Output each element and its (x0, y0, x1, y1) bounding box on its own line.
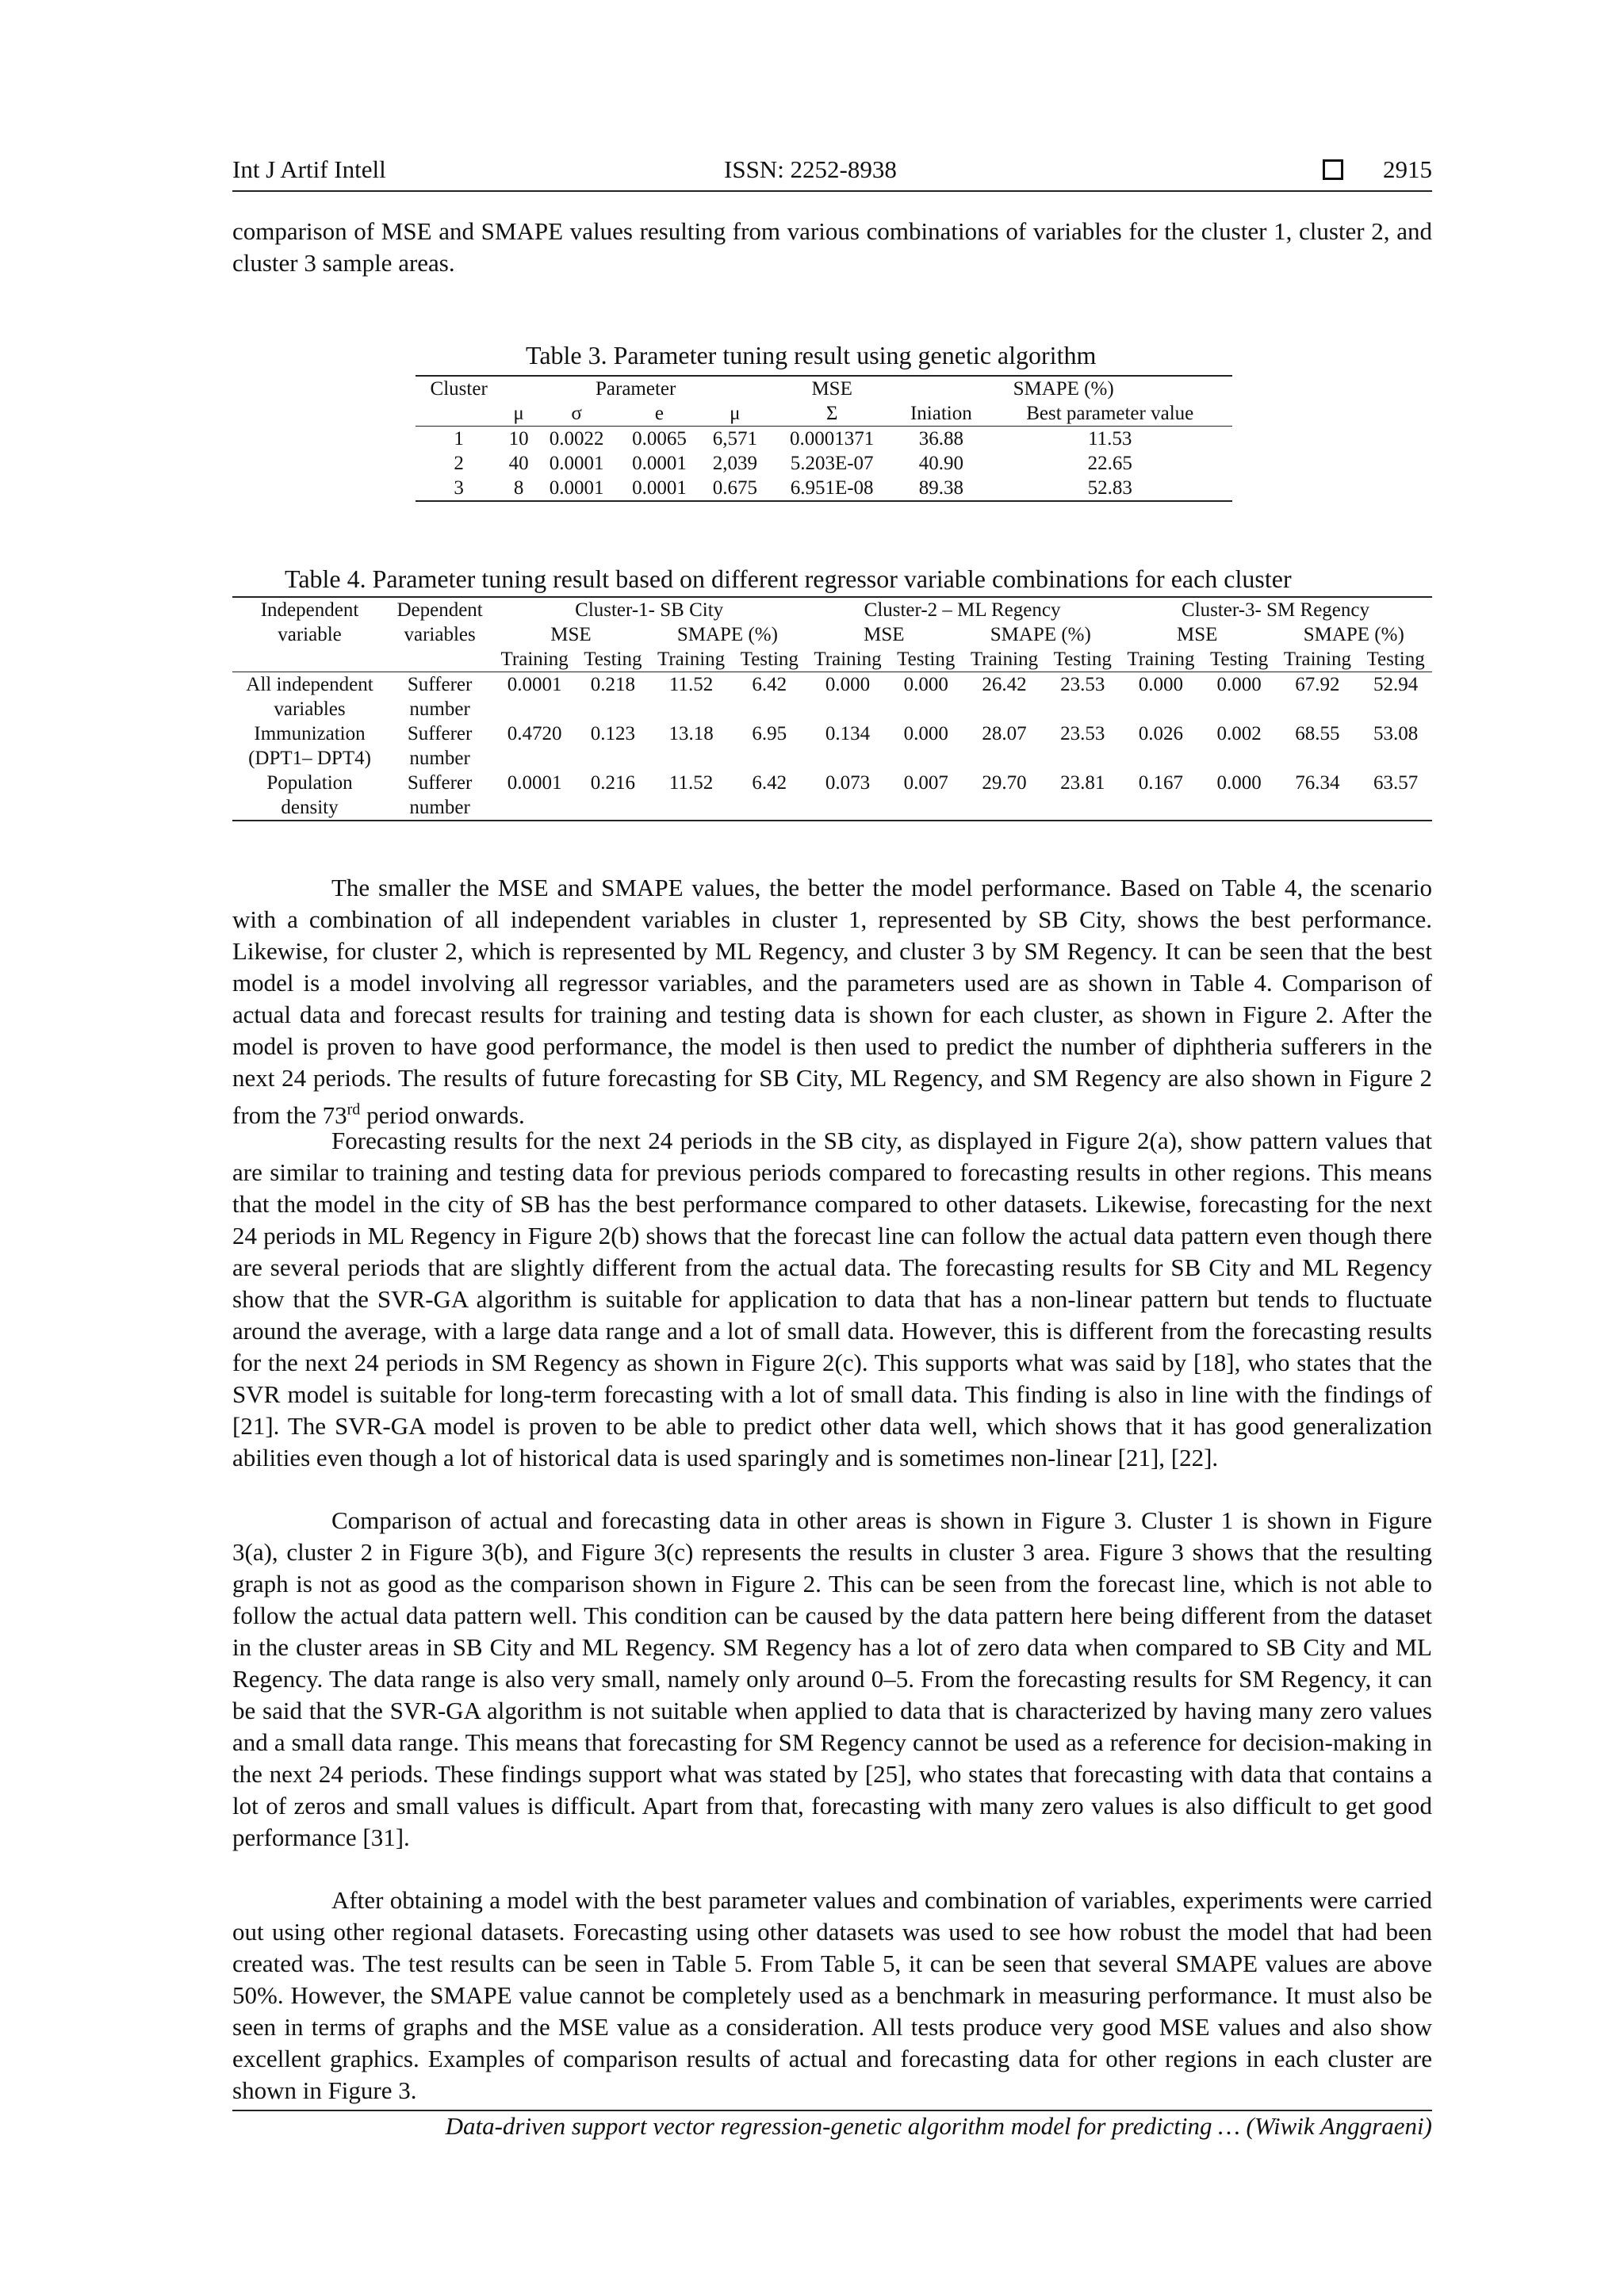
table-cell: 0.007 (890, 771, 963, 821)
table-cell: 22.65 (1087, 453, 1132, 474)
table-cell: 0.0001 (618, 476, 700, 501)
table-cell: 6.95 (752, 723, 787, 744)
table-header: Cluster-1- SB City (492, 597, 806, 622)
table-cell: 6.42 (752, 674, 787, 695)
table-row (416, 451, 1232, 476)
intro-paragraph: comparison of MSE and SMAPE values resulting from various combinations of variables for the cluster 1, cluster 2, and cluster 3 sample areas. (232, 217, 1432, 277)
dependent-variable-cell (387, 672, 492, 722)
table-cell: 0.000 (903, 674, 948, 695)
table-header: Testing (1046, 647, 1119, 672)
table-row (416, 427, 1232, 452)
independent-variable-cell (232, 771, 387, 821)
cell-line: (DPT1– DPT4) (248, 748, 371, 769)
table-cell: 0.0065 (632, 428, 687, 450)
table-cell: 0.0001 (507, 674, 562, 695)
table-cell: 6.951E-08 (769, 476, 894, 501)
table-header: MSE (1177, 624, 1218, 645)
cell-line: Sufferer (407, 723, 473, 744)
body-paragraph-4: After obtaining a model with the best parameter values and combination of variables, experiments were carried out using other regional datasets. Forecasting using other datasets was used to see how robust the model that had been created was. The test results can be seen in Table 5. From Table 5, it can be seen that several SMAPE values are above 50%. However, the SMAPE value cannot be completely used as a benchmark in measuring performance. It must also be seen in terms of graphs and the MSE value as a consideration. All tests produce very good MSE values and also show excellent graphics. Examples of comparison results of actual and forecasting data for other regions in each cluster are shown in Figure 3. (232, 1886, 1432, 2104)
cell-line: variables (274, 698, 346, 720)
table-cell: 0.000 (1203, 771, 1276, 821)
table-row (232, 672, 1432, 722)
table-cell: 28.07 (982, 723, 1027, 744)
table-cell: 76.34 (1275, 771, 1359, 821)
dependent-variable-cell (387, 771, 492, 821)
table-header: Testing (733, 647, 806, 672)
table-cell: 2,039 (712, 453, 757, 474)
table-cell: 13.18 (668, 723, 714, 744)
table-cell: 0.0001 (535, 476, 618, 501)
table-cell: 11.53 (1088, 428, 1132, 450)
table-cell: 10 (508, 428, 529, 450)
table-header: MSE (864, 624, 905, 645)
table-header: Training (649, 647, 733, 672)
table-header: Parameter (502, 376, 769, 401)
table-cell: 0.000 (1216, 674, 1262, 695)
table-cell: 0.073 (806, 771, 890, 821)
body-paragraph-2: Forecasting results for the next 24 periods in the SB city, as displayed in Figure 2(a), show pattern values that are similar to training and testing data for previous periods compared to forecasting results in other regions. This means that the model in the city of SB has the best performance compared to other datasets. Likewise, forecasting for the next 24 periods in ML Regency in Figure 2(b) shows that the forecast line can follow the actual data pattern even though there are several periods that are slightly different from the actual data. The forecasting results for SB City and ML Regency show that the SVR-GA algorithm is suitable for application to data that has a non-linear pattern but tends to fluctuate around the average, with a large data range and a lot of small data. However, this is different from the forecasting results for the next 24 periods in SM Regency as shown in Figure 2(c). This supports what was said by [18], who states that the SVR model is suitable for long-term forecasting with a lot of small data. This finding is also in line with the findings of [21]. The SVR-GA model is proven to be able to predict other data well, which shows that it has good generalization abilities even though a lot of historical data is used sparingly and is sometimes non-linear [21], [22]. (232, 1127, 1432, 1471)
table-header: σ (535, 401, 618, 427)
cell-line: Sufferer (407, 674, 473, 695)
table-cell: 0.0001 (632, 453, 687, 474)
table-cell: 6,571 (712, 428, 757, 450)
table-cell: 3 (416, 476, 502, 501)
table-cell: 11.52 (649, 771, 733, 821)
cell-line: density (281, 797, 339, 818)
table-header: Training (492, 647, 576, 672)
cell-line: number (409, 748, 470, 769)
table-header: Training (806, 647, 890, 672)
table-cell: 53.08 (1373, 723, 1419, 744)
table-header: SMAPE (%) (990, 624, 1091, 645)
cell-line: number (409, 797, 470, 818)
table-cell: 63.57 (1359, 771, 1432, 821)
table-cell: 0.134 (825, 723, 871, 744)
dependent-variable-cell (387, 721, 492, 771)
table-header: Testing (1203, 647, 1276, 672)
table-cell: 23.53 (1060, 674, 1105, 695)
table-4 (232, 596, 1432, 821)
table-cell: 40.90 (918, 453, 963, 474)
table-cell: 52.94 (1373, 674, 1419, 695)
table-row (232, 771, 1432, 821)
journal-name: Int J Artif Intell (232, 155, 386, 183)
table-cell: 89.38 (894, 476, 987, 501)
table-header: Cluster (416, 376, 502, 401)
table-cell: 0.675 (701, 476, 769, 501)
table-cell: 0.002 (1216, 723, 1262, 744)
table-header: SMAPE (%) (894, 376, 1232, 401)
running-footer: Data-driven support vector regression-genetic algorithm model for predicting … (Wiwik Anggraeni) (445, 2112, 1432, 2140)
body-paragraph-3: Comparison of actual and forecasting data in other areas is shown in Figure 3. Cluster 1 is shown in Figure 3(a), cluster 2 in Figure 3(b), and Figure 3(c) represents the results in cluster 3 area. Figure 3 shows that the resulting graph is not as good as the comparison shown in Figure 2. This can be seen from the forecast line, which is not able to follow the actual data pattern well. This condition can be caused by the data pattern here being different from the dataset in the cluster areas in SB City and ML Regency. SM Regency has a lot of zero data when compared to SB City and ML Regency. The data range is also very small, namely only around 0–5. From the forecasting results for SM Regency, it can be said that the SVR-GA algorithm is not suitable when applied to data that is characterized by having many zero values and a small data range. This means that forecasting for SM Regency cannot be used as a reference for decision-making in the next 24 periods. These findings support what was stated by [25], who states that forecasting with data that contains a lot of zeros and small values is difficult. Apart from that, forecasting with many zero values is also difficult to get good performance [31]. (232, 1506, 1432, 1851)
table-header: MSE (769, 376, 894, 401)
page-number: 2915 (1383, 155, 1432, 183)
table-cell: 11.52 (668, 674, 714, 695)
table-header: SMAPE (%) (676, 624, 778, 645)
table-header: Training (1119, 647, 1203, 672)
table-header: Best parameter value (988, 401, 1233, 427)
table-3 (416, 375, 1232, 502)
table-header: μ (701, 401, 769, 427)
cell-line: number (409, 698, 470, 720)
table-cell: 8 (502, 476, 535, 501)
table-cell: 0.000 (1138, 674, 1184, 695)
table-header: SMAPE (%) (1303, 624, 1404, 645)
table-header: Testing (576, 647, 649, 672)
table-cell: 0.0001 (492, 771, 576, 821)
table-cell: 0.000 (903, 723, 948, 744)
table-cell: 1 (454, 428, 464, 450)
independent-variable-cell (232, 721, 387, 771)
table-cell: 52.83 (988, 476, 1233, 501)
table-cell: 0.0001371 (790, 428, 875, 450)
table-header: Σ (769, 401, 894, 427)
table-cell: 29.70 (963, 771, 1047, 821)
table-cell: 0.0001 (549, 453, 604, 474)
table-header: Testing (890, 647, 963, 672)
table4-caption: Table 4. Parameter tuning result based on different regressor variable combinations for each cluster (285, 564, 1292, 593)
table3-caption: Table 3. Parameter tuning result using genetic algorithm (526, 341, 1097, 369)
running-header (232, 155, 1432, 192)
table-header: Dependent (387, 597, 492, 622)
table-header: MSE (550, 624, 592, 645)
table-header: e (618, 401, 700, 427)
table-cell: 6.42 (733, 771, 806, 821)
cell-line: Sufferer (407, 772, 473, 794)
footer-rule (232, 2110, 1432, 2111)
table-header: Training (963, 647, 1047, 672)
checkbox-square-icon (1323, 159, 1343, 180)
table-header: Iniation (894, 401, 987, 427)
table-header: Cluster-2 – ML Regency (806, 597, 1119, 622)
table-header: μ (502, 401, 535, 427)
table-cell: 0.4720 (507, 723, 562, 744)
cell-line: Immunization (254, 723, 366, 744)
table-cell: 23.81 (1046, 771, 1119, 821)
table-cell: 0.167 (1119, 771, 1203, 821)
table-cell: 0.123 (590, 723, 635, 744)
table-cell: 2 (454, 453, 464, 474)
independent-variable-cell (232, 672, 387, 722)
table-cell: 40 (508, 453, 529, 474)
table-cell: 67.92 (1295, 674, 1340, 695)
table-cell: 0.216 (576, 771, 649, 821)
table-cell: 36.88 (918, 428, 963, 450)
paragraph-text: The smaller the MSE and SMAPE values, the better the model performance. Based on Table 4, the scenario with a combination of all independent variables in cluster 1, represented by SB City, shows the best performance. Likewise, for cluster 2, which is represented by ML Regency, and cluster 3 by SM Regency. It can be seen that the best model is a model involving all regressor variables, and the parameters used are as shown in Table 4. Comparison of actual data and forecast results for training and testing data is shown for each cluster, as shown in Figure 2. After the model is proven to have good performance, the model is then used to predict the number of diphtheria sufferers in the next 24 periods. The results of future forecasting for SB City, ML Regency, and SM Regency are also shown in Figure 2 from the 73rd period onwards. (232, 874, 1432, 1130)
table-row (232, 721, 1432, 771)
cell-line: Population (266, 772, 353, 794)
body-paragraph-1 (232, 872, 1432, 1131)
table-cell: 0.0022 (549, 428, 604, 450)
table-row (416, 476, 1232, 501)
table-header: Testing (1359, 647, 1432, 672)
table-header: Independent (232, 597, 387, 622)
table-cell: 0.218 (590, 674, 635, 695)
table-cell: 23.53 (1060, 723, 1105, 744)
table-header: variable (278, 624, 342, 645)
issn: ISSN: 2252-8938 (724, 155, 897, 183)
table-cell: 0.026 (1138, 723, 1184, 744)
table-cell: 26.42 (982, 674, 1027, 695)
cell-line: All independent (246, 674, 373, 695)
table-cell: 0.000 (825, 674, 871, 695)
table-header: Training (1275, 647, 1359, 672)
table-cell: 68.55 (1295, 723, 1340, 744)
table-header: variables (404, 624, 476, 645)
table-header: Cluster-3- SM Regency (1119, 597, 1432, 622)
table-cell: 5.203E-07 (790, 453, 874, 474)
